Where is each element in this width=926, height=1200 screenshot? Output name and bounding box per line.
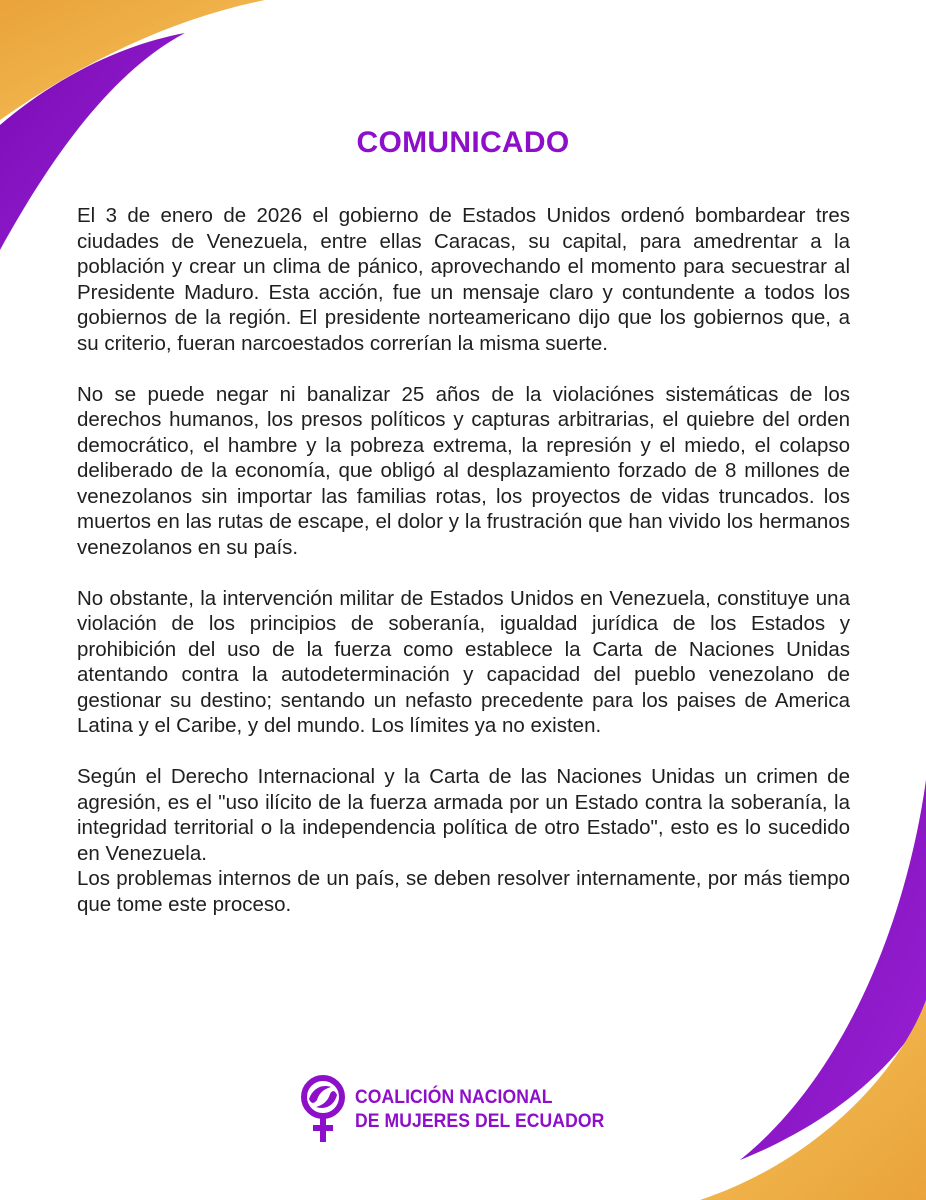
page-title: COMUNICADO (356, 126, 570, 159)
body-text (77, 203, 850, 943)
paragraph-1: El 3 de enero de 2026 el gobierno de Estados Unidos ordenó bombardear tres ciudades de Venezuela, entre ellas Caracas, su capital, para amedrentar a la población y crear un clima de pánico, aprovechando el momento para secuestrar al Presidente Maduro. Esta acción, fue un mensaje claro y contundente a todos los gobiernos de la región. El presidente norteamericano dijo que los gobiernos que, a su criterio, fueran narcoestados correrían la misma suerte. (77, 204, 850, 355)
paragraph-3: No obstante, la intervención militar de Estados Unidos en Venezuela, constituye una violación de los principios de soberanía, igualdad jurídica de los Estados y prohibición del uso de la fuerza como establece la Carta de Naciones Unidas atentando contra la autodeterminación y capacidad del pueblo venezolano de gestionar su destino; sentando un nefasto precedente para los paises de America Latina y el Caribe, y del mundo. Los límites ya no existen. (77, 586, 850, 737)
paragraph-5: Los problemas internos de un país, se deben resolver internamente, por más tiempo que tome este proceso. (77, 867, 850, 916)
organization-logo (300, 1074, 632, 1144)
paragraph-4: Según el Derecho Internacional y la Carta de las Naciones Unidas un crimen de agresión, es el "uso ilícito de la fuerza armada por un Estado contra la soberanía, la integridad territorial o la independencia política de otro Estado", esto es lo sucedido en Venezuela. (77, 765, 850, 865)
paragraph-2: No se puede negar ni banalizar 25 años de la violaciónes sistemáticas de los derechos humanos, los presos políticos y capturas arbitrarias, el quiebre del orden democrático, el hambre y la pobreza extrema, la represión y el miedo, el colapso deliberado de la economía, que obligó al desplazamiento forzado de 8 millones de venezolanos sin importar las familias rotas, los proyectos de vidas truncados. los muertos en las rutas de escape, el dolor y la frustración que han vivido los hermanos venezolanos en su país. (77, 382, 850, 559)
women-symbol-hands-icon (300, 1074, 346, 1144)
organization-name-line-2: DE MUJERES DEL ECUADOR (355, 1110, 605, 1132)
organization-name-line-1: COALICIÓN NACIONAL (355, 1086, 553, 1108)
organization-name (355, 1085, 604, 1133)
